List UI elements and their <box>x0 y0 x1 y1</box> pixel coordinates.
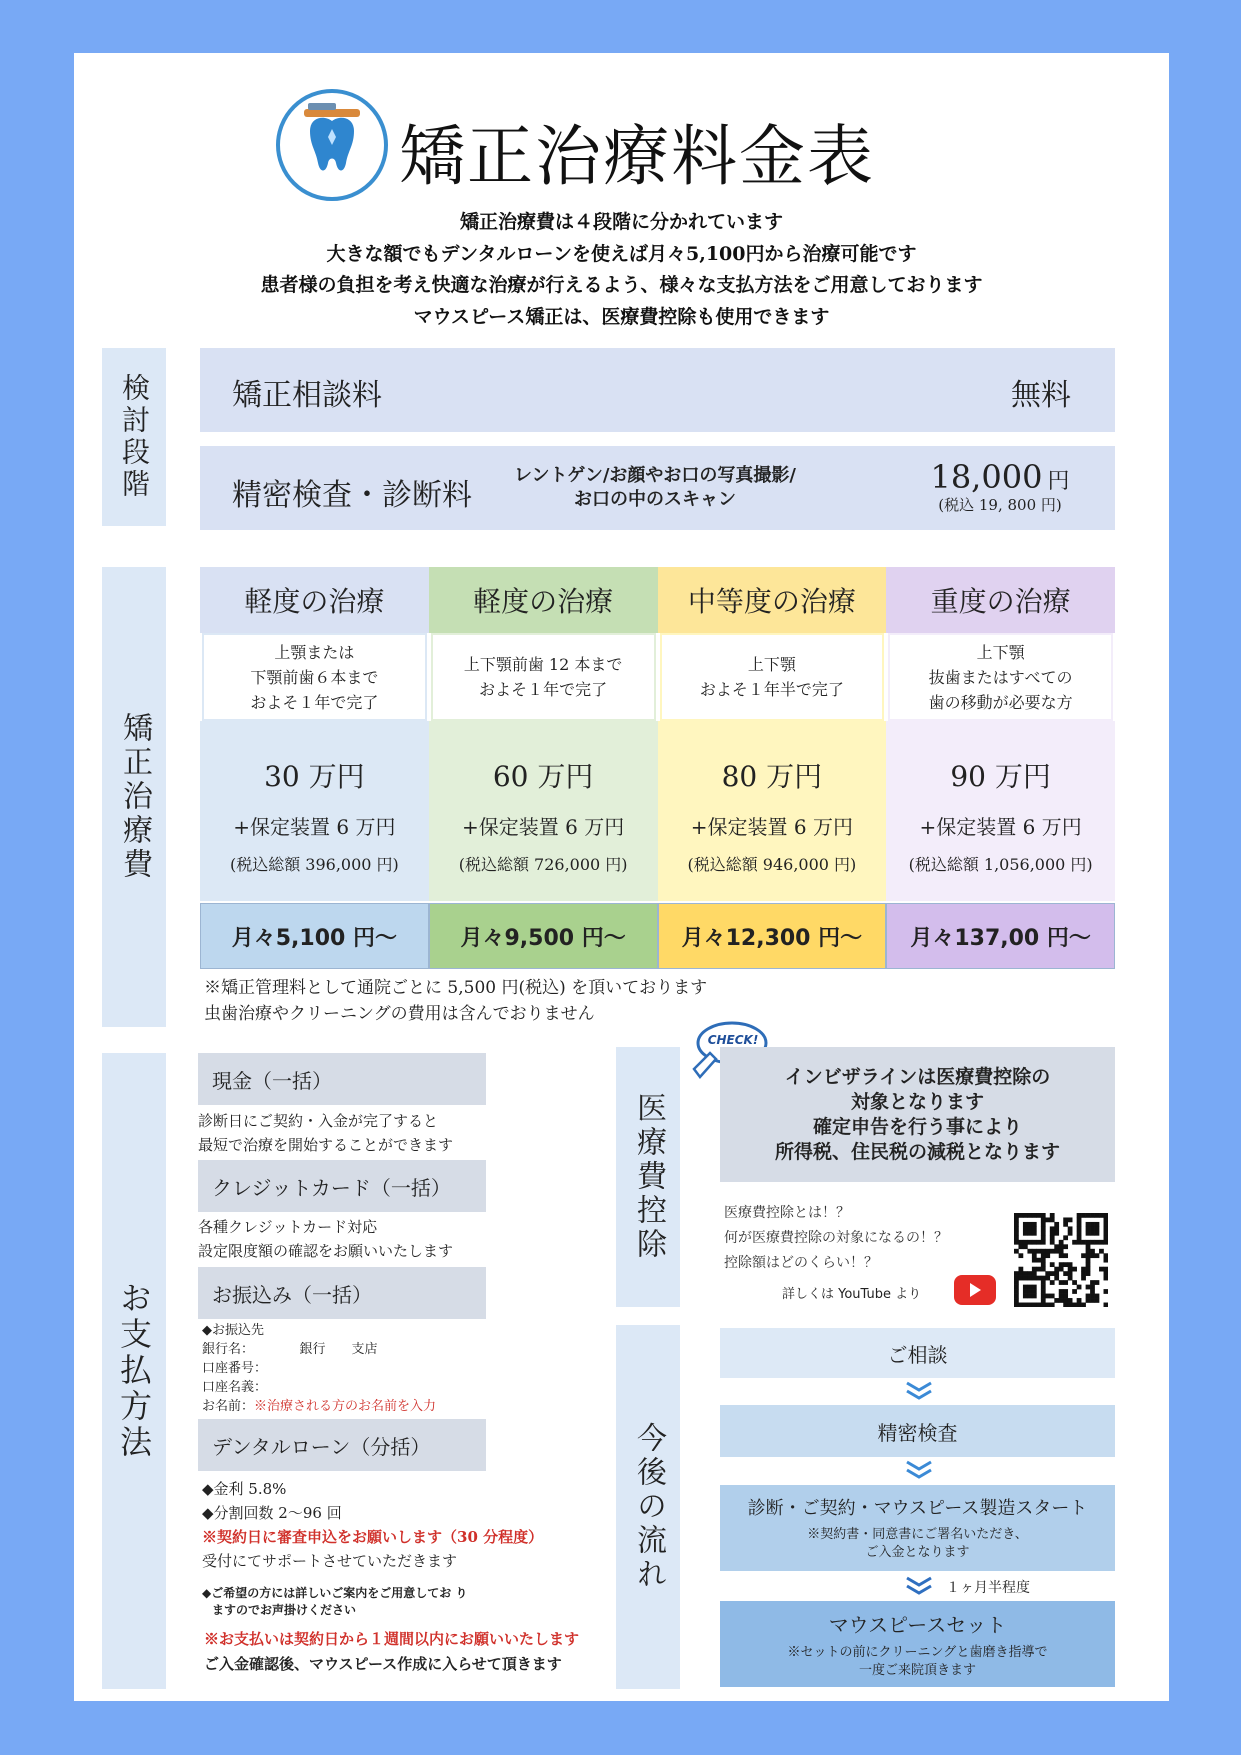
transfer-desc <box>202 1321 436 1416</box>
flow-step-set-note: 一度ご来院頂きます <box>858 1662 976 1678</box>
treatment-level-name: 軽度の治療 <box>429 567 658 633</box>
detail-exam-label: 精密検査・診断料 <box>232 478 472 513</box>
treatment-desc-line: およそ１年で完了 <box>250 692 379 712</box>
play-icon <box>967 1282 983 1298</box>
loan-desc <box>202 1477 543 1573</box>
cash-option: 現金（一括） <box>198 1053 486 1105</box>
treatment-price: 90 万円 <box>950 760 1051 793</box>
treatment-level-desc <box>888 633 1113 721</box>
consult-label: 矯正相談料 <box>232 378 382 413</box>
deduction-question: 控除額はどのくらい！？ <box>724 1255 878 1271</box>
flow-duration: １ヶ月半程度 <box>946 1580 1030 1596</box>
detail-exam-desc-line: お口の中のスキャン <box>574 489 736 510</box>
deduction-headline-line: 確定申告を行う事により <box>812 1116 1022 1138</box>
treatment-price: 30 万円 <box>264 760 365 793</box>
treatment-desc-line: 上下顎 <box>976 642 1025 662</box>
treatment-level-name: 軽度の治療 <box>200 567 429 633</box>
credit-desc <box>198 1215 453 1263</box>
flow-chevron-icon <box>904 1459 934 1484</box>
treatment-total: (税込総額 1,056,000 円) <box>908 855 1093 874</box>
deduction-side-label: 医療費控除 <box>616 1047 680 1307</box>
treatment-desc-line: 上下顎 <box>747 655 796 674</box>
transfer-desc-line: 口座番号： <box>202 1361 268 1376</box>
flow-step-set-note: ※セットの前にクリーニングと歯磨き指導で <box>787 1644 1048 1660</box>
consult-value: 無料 <box>1011 378 1071 413</box>
price-sheet <box>74 53 1169 1701</box>
flow-step-set-title: マウスピースセット <box>828 1612 1007 1637</box>
intro-line: 大きな額でもデンタルローンを使えば月々5,100円から治療可能です <box>326 242 917 265</box>
treatment-price-block <box>886 721 1115 901</box>
treatment-monthly: 月々12,300 円〜 <box>658 903 887 969</box>
loan-info-line: ますのでお声掛けください <box>212 1603 357 1617</box>
treatment-note: ※矯正管理料として通院ごとに 5,500 円(税込) を頂いております <box>204 978 708 998</box>
transfer-desc-line: ◆お振込先 <box>202 1323 264 1338</box>
treatment-monthly: 月々5,100 円〜 <box>200 903 429 969</box>
transfer-desc-line: 銀行名： 銀行 支店 <box>202 1342 378 1357</box>
check-badge-label: CHECK! <box>707 1033 759 1047</box>
detail-exam-desc-line: レントゲン/お顔やお口の写真撮影/ <box>514 465 796 486</box>
treatment-total: (税込総額 726,000 円) <box>458 855 628 874</box>
loan-rate: ◆金利 5.8% <box>202 1480 287 1498</box>
treatment-price-block <box>200 721 429 901</box>
flow-step-set <box>720 1601 1115 1687</box>
loan-support: 受付にてサポートさせていただきます <box>202 1552 458 1570</box>
treatment-retainer: +保定装置 6 万円 <box>690 815 853 839</box>
transfer-option: お振込み（一括） <box>198 1267 486 1319</box>
transfer-desc-line: 口座名義： <box>202 1380 268 1395</box>
treatment-desc-line: 下顎前歯６本まで <box>250 667 379 687</box>
loan-warning: ※契約日に審査申込をお願いします（30 分程度） <box>202 1528 544 1546</box>
treatment-desc-line: 上下顎前歯 12 本まで <box>463 655 623 674</box>
detail-exam-price-value: 18,000 <box>930 458 1043 496</box>
treatment-retainer: +保定装置 6 万円 <box>233 815 396 839</box>
flow-step-consult: ご相談 <box>720 1328 1115 1378</box>
transfer-name-label: お名前： <box>202 1399 255 1414</box>
deduction-headline-line: インビザラインは医療費控除の <box>784 1066 1051 1088</box>
payment-deadline <box>204 1627 579 1677</box>
treatment-monthly: 月々137,00 円〜 <box>886 903 1115 969</box>
detail-exam-desc <box>500 464 810 512</box>
treatment-desc-line: 歯の移動が必要な方 <box>928 692 1073 712</box>
intro-text <box>154 207 1089 333</box>
detail-exam-tax: (税込 19, 800 円) <box>938 496 1062 514</box>
deduction-headline <box>720 1047 1115 1182</box>
transfer-name-note: ※治療される方のお名前を入力 <box>254 1399 437 1414</box>
treatment-level-desc <box>660 633 885 721</box>
cash-desc <box>198 1109 453 1157</box>
flow-side-label: 今後の流れ <box>616 1325 680 1689</box>
treatment-total: (税込総額 396,000 円) <box>229 855 399 874</box>
treatment-note: 虫歯治療やクリーニングの費用は含んでおりません <box>204 1004 595 1024</box>
treatment-column <box>886 567 1115 969</box>
deduction-question: 医療費控除とは！？ <box>724 1205 850 1221</box>
detail-exam-price-unit: 円 <box>1047 469 1070 494</box>
intro-line: 患者様の負担を考え快適な治療が行えるよう、様々な支払方法をご用意しております <box>260 274 983 296</box>
treatment-price: 60 万円 <box>492 760 594 793</box>
flow-step-exam: 精密検査 <box>720 1405 1115 1457</box>
treatment-price-block <box>429 721 658 901</box>
deduction-headline-line: 対象となります <box>850 1091 984 1113</box>
treatment-desc-line: 抜歯またはすべての <box>928 667 1073 687</box>
flow-step-contract-note: ※契約書・同意書にご署名いただき、 <box>807 1527 1028 1542</box>
treatment-column <box>200 567 429 969</box>
treatment-column <box>658 567 887 969</box>
qr-code-icon[interactable] <box>1014 1213 1108 1307</box>
treatment-desc-line: およそ１年で完了 <box>479 680 608 699</box>
treatment-column <box>429 567 658 969</box>
youtube-icon[interactable] <box>954 1275 996 1305</box>
flow-step-contract-title: 診断・ご契約・マウスピース製造スタート <box>747 1498 1088 1519</box>
loan-count: ◆分割回数 2〜96 回 <box>202 1504 342 1522</box>
deduction-questions <box>724 1201 948 1276</box>
flow-chevron-icon <box>904 1380 934 1405</box>
deduction-question: 何が医療費控除の対象になるの！？ <box>724 1230 948 1246</box>
transfer-name-line <box>202 1397 436 1416</box>
loan-info <box>202 1585 467 1619</box>
treatment-total: (税込総額 946,000 円) <box>687 855 857 874</box>
payment-deadline-warning: ※お支払いは契約日から１週間以内にお願いいたします <box>204 1630 580 1648</box>
flow-chevron-icon <box>904 1575 934 1599</box>
intro-line: マウスピース矯正は、医療費控除も使用できます <box>413 305 830 328</box>
exam-side-label: 検討段階 <box>102 348 166 526</box>
treatment-side-label: 矯正治療費 <box>102 567 166 1027</box>
treatment-level-desc <box>431 633 656 721</box>
credit-desc-line: 各種クレジットカード対応 <box>198 1218 378 1236</box>
treatment-price: 80 万円 <box>721 760 823 793</box>
treatment-retainer: +保定装置 6 万円 <box>919 815 1082 839</box>
treatment-notes <box>204 975 707 1027</box>
cash-desc-line: 最短で治療を開始することができます <box>198 1136 454 1154</box>
treatment-level-name: 重度の治療 <box>886 567 1115 633</box>
payment-deadline-after: ご入金確認後、マウスピース作成に入らせて頂きます <box>204 1655 562 1673</box>
cash-desc-line: 診断日にご契約・入金が完了すると <box>198 1112 439 1130</box>
treatment-table <box>200 567 1115 969</box>
flow-step-contract-note: ご入金となります <box>865 1545 970 1560</box>
payment-side-label: お支払方法 <box>102 1053 166 1689</box>
tooth-logo-icon <box>280 93 384 197</box>
youtube-text: 詳しくは YouTube より <box>782 1287 922 1302</box>
clinic-logo <box>276 89 388 201</box>
loan-option: デンタルローン（分括） <box>198 1419 486 1471</box>
credit-desc-line: 設定限度額の確認をお願いいたします <box>198 1242 454 1260</box>
detail-exam-price <box>920 458 1080 515</box>
treatment-level-desc <box>202 633 427 721</box>
treatment-desc-line: およそ１年半で完了 <box>699 680 844 699</box>
loan-info-line: ◆ご希望の方には詳しいご案内をご用意してお り <box>202 1586 468 1600</box>
detail-exam-row <box>200 446 1115 530</box>
page-title: 矯正治療料金表 <box>399 118 875 195</box>
consult-row <box>200 348 1115 432</box>
treatment-desc-line: 上顎または <box>274 642 355 662</box>
treatment-level-name: 中等度の治療 <box>658 567 887 633</box>
credit-option: クレジットカード（一括） <box>198 1160 486 1212</box>
treatment-monthly: 月々9,500 円〜 <box>429 903 658 969</box>
deduction-headline-line: 所得税、住民税の減税となります <box>774 1141 1060 1163</box>
treatment-retainer: +保定装置 6 万円 <box>462 815 625 839</box>
treatment-price-block <box>658 721 887 901</box>
intro-line: 矯正治療費は４段階に分かれています <box>459 211 783 233</box>
flow-step-contract <box>720 1485 1115 1571</box>
